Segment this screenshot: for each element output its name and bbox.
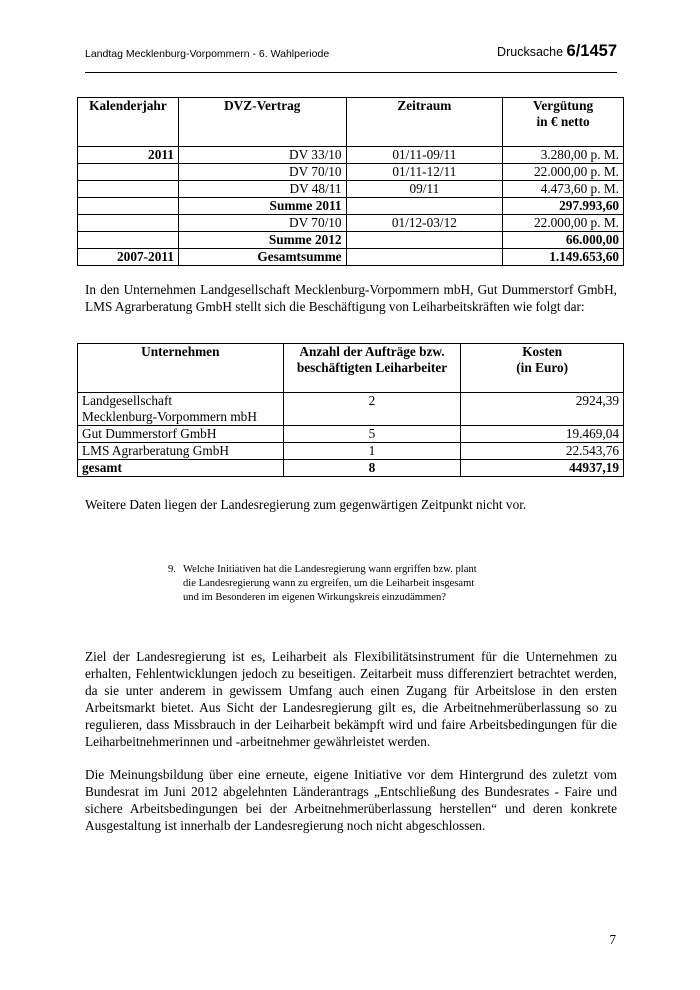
table-row (78, 181, 624, 198)
table-cell: 19.469,04 (461, 426, 624, 443)
table-cell: 1 (283, 443, 461, 460)
table-cell (78, 198, 179, 215)
table-cell: 8 (283, 460, 461, 477)
header-document-number: Drucksache 6/1457 (497, 42, 617, 60)
table-cell: Gut Dummerstorf GmbH (78, 426, 284, 443)
table-row (78, 147, 624, 164)
table-row (78, 426, 624, 443)
table-cell: DV 70/10 (178, 215, 346, 232)
header-cell: DVZ-Vertrag (178, 98, 346, 147)
table-cell: Gesamtsumme (178, 249, 346, 266)
table-cell: 297.993,60 (503, 198, 624, 215)
table-cell: 2011 (78, 147, 179, 164)
table-cell: DV 33/10 (178, 147, 346, 164)
table-cell (346, 198, 503, 215)
header-cell: Unternehmen (78, 344, 284, 393)
table-cell: 44937,19 (461, 460, 624, 477)
temp-workers-table (77, 343, 624, 477)
table-row (78, 215, 624, 232)
table-cell: gesamt (78, 460, 284, 477)
table-cell (78, 181, 179, 198)
table-cell: 2007-2011 (78, 249, 179, 266)
answer-paragraph-2: Die Meinungsbildung über eine erneute, eigene Initiative vor dem Hintergrund des zuletzt vom Bundesrat im Juni 2012 abgelehnten Länderantrags „Entschließung des Bundesrates - Faire und sichere Arbeitsbedingungen bei der Arbeitnehmerüberlassung herstellen“ und deren konkrete Ausgestaltung ist innerhalb der Landesregierung noch nicht abgeschlossen. (85, 767, 617, 833)
table-row (78, 393, 624, 426)
table-cell: 2 (283, 393, 461, 426)
table-header-row (78, 98, 624, 147)
table-cell: 22.543,76 (461, 443, 624, 460)
header-cell: Anzahl der Aufträge bzw. beschäftigten Leiharbeiter (283, 344, 461, 393)
table-cell: 5 (283, 426, 461, 443)
table-row (78, 460, 624, 477)
table-row (78, 164, 624, 181)
header-cell: Kalenderjahr (78, 98, 179, 147)
table-cell (78, 232, 179, 249)
table-cell: 22.000,00 p. M. (503, 164, 624, 181)
table-cell: DV 48/11 (178, 181, 346, 198)
page-number: 7 (609, 932, 616, 947)
question-text: Welche Initiativen hat die Landesregierung wann ergriffen bzw. plant die Landesregierung wann zu ergreifen, um die Leiharbeit insgesamt und im Besonderen im eigenen Wirkungskreis einzudämmen? (183, 564, 477, 603)
table-cell: DV 70/10 (178, 164, 346, 181)
table-cell: 2924,39 (461, 393, 624, 426)
page-header (85, 38, 617, 73)
table-row (78, 249, 624, 266)
question-number: 9. (168, 564, 176, 575)
table-cell: LMS Agrarberatung GmbH (78, 443, 284, 460)
table-cell: Summe 2012 (178, 232, 346, 249)
header-parliament-title: Landtag Mecklenburg-Vorpommern - 6. Wahlperiode (85, 48, 330, 60)
answer-paragraph-1: Ziel der Landesregierung ist es, Leiharbeit als Flexibilitätsinstrument für die Unternehmen zu erhalten, Fehlentwicklungen jedoch zu beseitigen. Zeitarbeit muss differenziert betrachtet werden, da sie unter anderem in gewissem Umfang auch einen Zugang für Arbeitslose in den ersten Arbeitsmarkt bietet. Aus Sicht der Landesregierung gilt es, die Arbeitnehmerüberlassung so zu regulieren, dass Missbrauch in der Leiharbeit bekämpft wird und faire Arbeitsbedingungen für die Leiharbeitnehmerinnen und -arbeitnehmer gewährleistet werden. (85, 649, 617, 749)
table-cell: 01/11-09/11 (346, 147, 503, 164)
table-row (78, 232, 624, 249)
table-cell: 1.149.653,60 (503, 249, 624, 266)
table-cell: 4.473,60 p. M. (503, 181, 624, 198)
header-cell: Vergütung in € netto (503, 98, 624, 147)
table-cell (78, 215, 179, 232)
table-cell: Summe 2011 (178, 198, 346, 215)
table-cell: 09/11 (346, 181, 503, 198)
header-cell: Kosten (in Euro) (461, 344, 624, 393)
header-cell: Zeitraum (346, 98, 503, 147)
table-cell: 22.000,00 p. M. (503, 215, 624, 232)
table-cell (346, 232, 503, 249)
table-cell: 01/11-12/11 (346, 164, 503, 181)
table-header-row (78, 344, 624, 393)
table-cell (78, 164, 179, 181)
table-cell: Landgesellschaft Mecklenburg-Vorpommern mbH (78, 393, 284, 426)
intro-paragraph: In den Unternehmen Landgesellschaft Mecklenburg-Vorpommern mbH, Gut Dummerstorf GmbH, LMS Agrarberatung GmbH stellt sich die Beschäftigung von Leiharbeitskräften wie folgt dar: (85, 282, 617, 314)
table-cell (346, 249, 503, 266)
contract-table (77, 97, 624, 266)
no-more-data-note: Weitere Daten liegen der Landesregierung zum gegenwärtigen Zeitpunkt nicht vor. (85, 497, 527, 512)
table-cell: 66.000,00 (503, 232, 624, 249)
table-row (78, 443, 624, 460)
table-row (78, 198, 624, 215)
table-cell: 01/12-03/12 (346, 215, 503, 232)
table-cell: 3.280,00 p. M. (503, 147, 624, 164)
question-9 (168, 563, 488, 605)
